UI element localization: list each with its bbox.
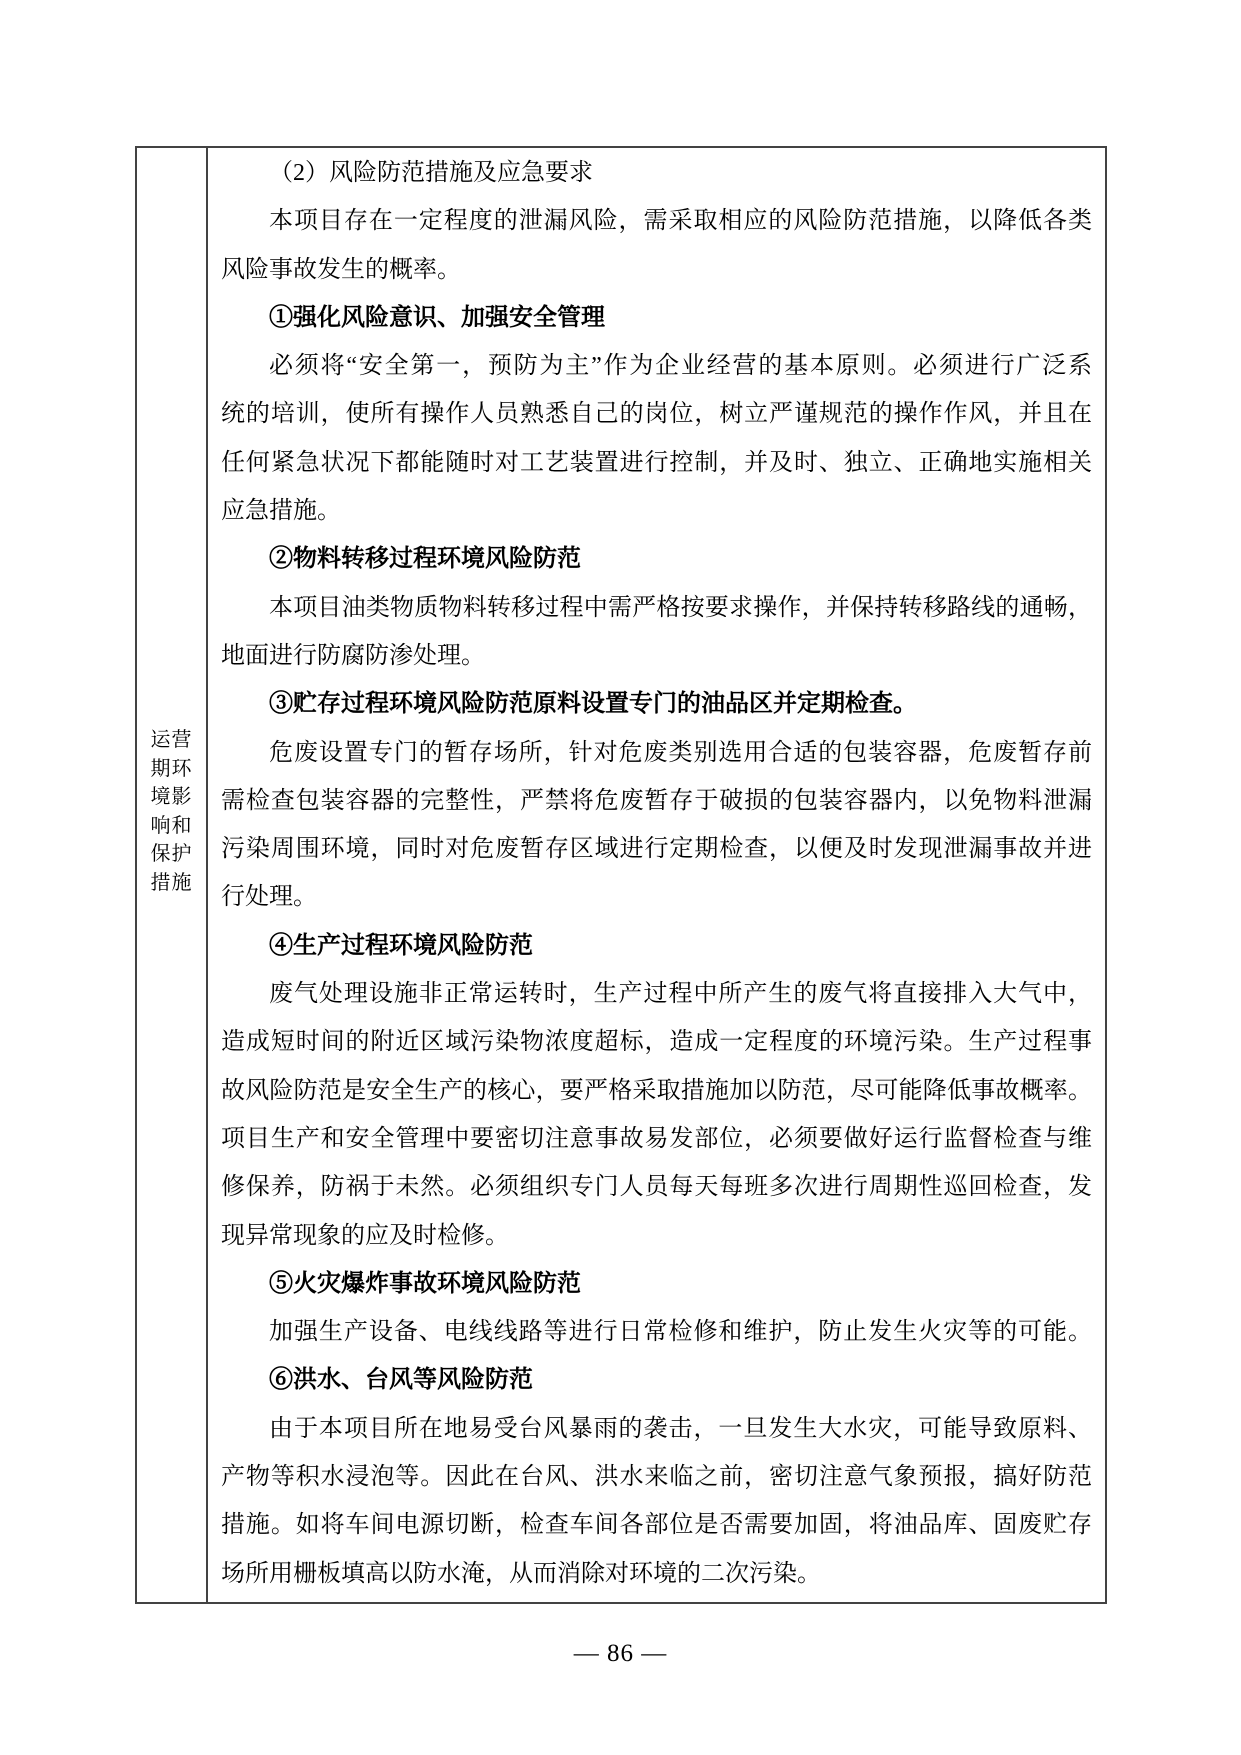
text-line: 风险事故发生的概率。 — [221, 256, 461, 283]
text-line: 造成短时间的附近区域污染物浓度超标，造成一定程度的环境污染。生产过程事 — [221, 1029, 1092, 1056]
text-line: 统的培训，使所有操作人员熟悉自己的岗位，树立严谨规范的操作作风，并且在 — [221, 401, 1092, 428]
section-heading-line: ⑥洪水、台风等风险防范 — [269, 1367, 533, 1394]
row-header-cell — [137, 148, 208, 1602]
page-number: — 86 — — [573, 1640, 668, 1667]
text-line: 场所用栅板填高以防水淹，从而消除对环境的二次污染。 — [221, 1560, 821, 1587]
text-line: 现异常现象的应及时检修。 — [221, 1222, 509, 1249]
text-line: 需检查包装容器的完整性，严禁将危废暂存于破损的包装容器内，以免物料泄漏 — [221, 787, 1092, 814]
text-line: 应急措施。 — [221, 498, 341, 525]
text-line: 由于本项目所在地易受台风暴雨的袭击，一旦发生大水灾，可能导致原料、 — [269, 1415, 1092, 1442]
text-line: 行处理。 — [221, 884, 317, 911]
text-line: （2）风险防范措施及应急要求 — [269, 160, 593, 186]
text-line: 任何紧急状况下都能随时对工艺装置进行控制，并及时、独立、正确地实施相关 — [221, 449, 1092, 476]
row-header-label-line: 措施 — [150, 871, 193, 894]
section-heading-line: ③贮存过程环境风险防范原料设置专门的油品区并定期检查。 — [269, 691, 917, 718]
text-line: 本项目存在一定程度的泄漏风险，需采取相应的风险防范措施，以降低各类 — [269, 208, 1092, 235]
row-header-label-line: 期环 — [150, 757, 193, 780]
text-line: 危废设置专门的暂存场所，针对危废类别选用合适的包装容器，危废暂存前 — [269, 739, 1092, 766]
text-line: 项目生产和安全管理中要密切注意事故易发部位，必须要做好运行监督检查与维 — [221, 1125, 1092, 1152]
row-header-label-line: 境影 — [150, 786, 193, 808]
section-heading-line: ④生产过程环境风险防范 — [269, 932, 533, 959]
text-line: 措施。如将车间电源切断，检查车间各部位是否需要加固，将油品库、固废贮存 — [221, 1512, 1092, 1539]
impact-measures-table — [135, 146, 1107, 1604]
text-line: 产物等积水浸泡等。因此在台风、洪水来临之前，密切注意气象预报，搞好防范 — [221, 1464, 1092, 1491]
row-header-label-line: 响和 — [150, 814, 193, 837]
content-cell — [208, 148, 1105, 1602]
row-header-label-line: 保护 — [150, 843, 193, 865]
text-line: 本项目油类物质物料转移过程中需严格按要求操作，并保持转移路线的通畅， — [269, 594, 1092, 621]
section-heading-line: ②物料转移过程环境风险防范 — [269, 546, 581, 573]
row-header-label — [137, 726, 206, 897]
text-line: 污染周围环境，同时对危废暂存区域进行定期检查，以便及时发现泄漏事故并进 — [221, 836, 1092, 863]
text-line: 地面进行防腐防渗处理。 — [221, 642, 485, 669]
text-line: 故风险防范是安全生产的核心，要严格采取措施加以防范，尽可能降低事故概率。 — [221, 1077, 1092, 1104]
section-heading-line: ①强化风险意识、加强安全管理 — [269, 304, 605, 331]
text-line: 必须将“安全第一，预防为主”作为企业经营的基本原则。必须进行广泛系 — [269, 353, 1092, 380]
section-heading-line: ⑤火灾爆炸事故环境风险防范 — [269, 1270, 581, 1297]
row-header-label-line: 运营 — [150, 729, 193, 751]
text-line: 废气处理设施非正常运转时，生产过程中所产生的废气将直接排入大气中， — [269, 981, 1092, 1008]
text-line: 修保养，防祸于未然。必须组织专门人员每天每班多次进行周期性巡回检查，发 — [221, 1174, 1092, 1201]
text-line: 加强生产设备、电线线路等进行日常检修和维护，防止发生火灾等的可能。 — [269, 1319, 1092, 1346]
